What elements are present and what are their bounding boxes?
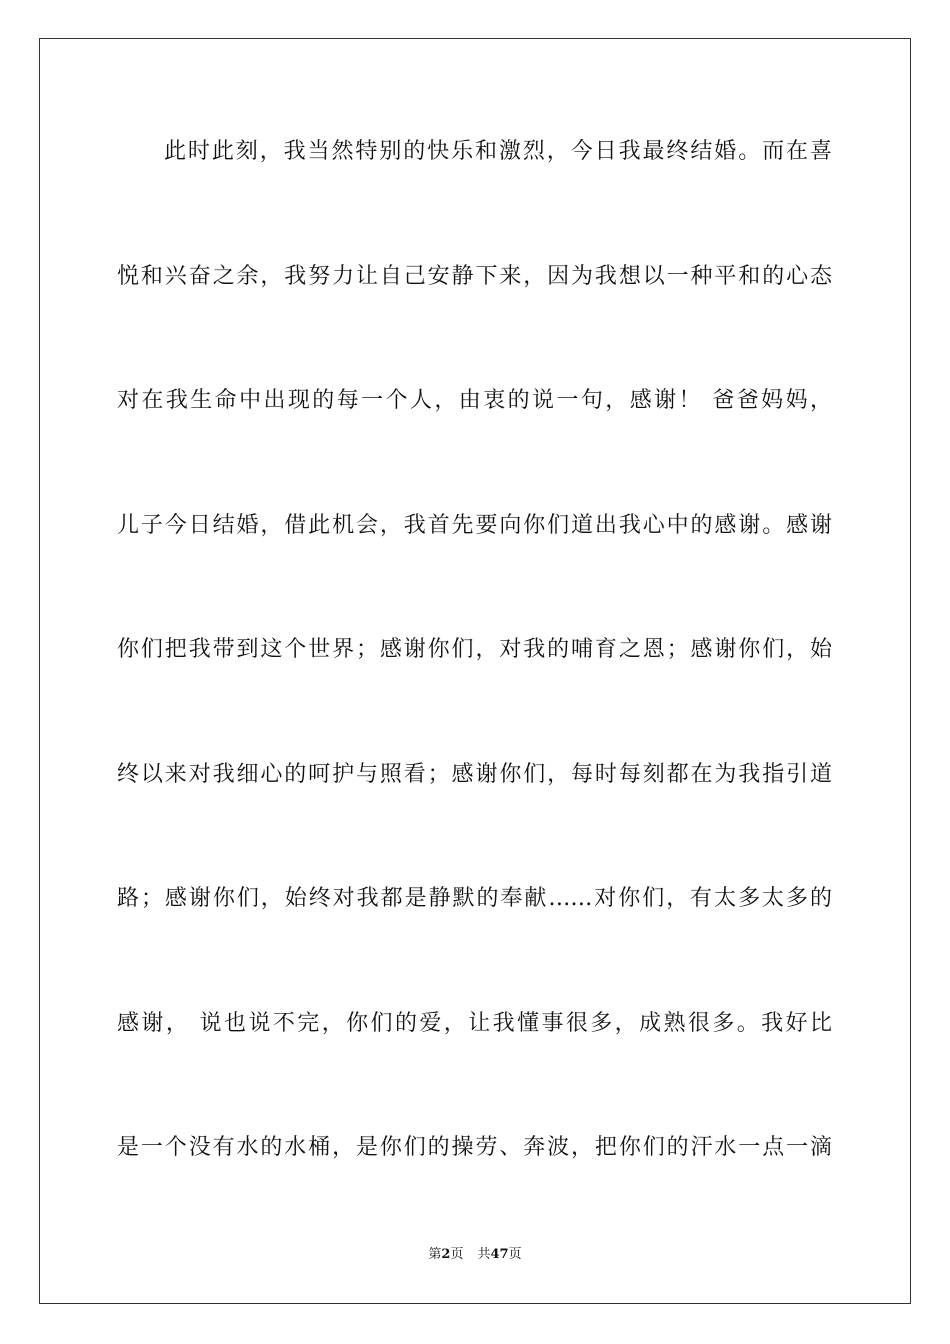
total-pages-indicator: [477, 1246, 521, 1264]
paragraph-line: 悦和兴奋之余，我努力让自己安静下来，因为我想以一种平和的心态: [117, 264, 832, 289]
paragraph-line: 路；感谢你们，始终对我都是静默的奉献……对你们，有太多太多的: [117, 886, 832, 911]
page-border: [39, 38, 911, 1304]
page-suffix: 页: [450, 1247, 464, 1262]
total-suffix: 页: [508, 1247, 522, 1262]
paragraph-line: 是一个没有水的水桶，是你们的操劳、奔波，把你们的汗水一点一滴: [117, 1135, 832, 1160]
page-prefix: 第: [428, 1247, 442, 1262]
paragraph-line: 对在我生命中出现的每一个人，由衷的说一句，感谢！ 爸爸妈妈，: [117, 388, 832, 413]
paragraph-line: 你们把我带到这个世界；感谢你们，对我的哺育之恩；感谢你们，始: [117, 637, 832, 662]
total-pages-number: 47: [490, 1247, 509, 1262]
paragraph-line: 儿子今日结婚，借此机会，我首先要向你们道出我心中的感谢。感谢: [117, 513, 832, 538]
paragraph-line: 此时此刻，我当然特别的快乐和激烈，今日我最终结婚。而在喜: [164, 139, 832, 164]
page-footer: [0, 1246, 950, 1264]
paragraph-line: 终以来对我细心的呵护与照看；感谢你们，每时每刻都在为我指引道: [117, 762, 832, 787]
total-prefix: 共: [477, 1247, 491, 1262]
current-page-number: 2: [441, 1247, 451, 1262]
paragraph-line: 感谢， 说也说不完，你们的爱，让我懂事很多，成熟很多。我好比: [117, 1011, 832, 1036]
page-number-indicator: [428, 1246, 463, 1264]
